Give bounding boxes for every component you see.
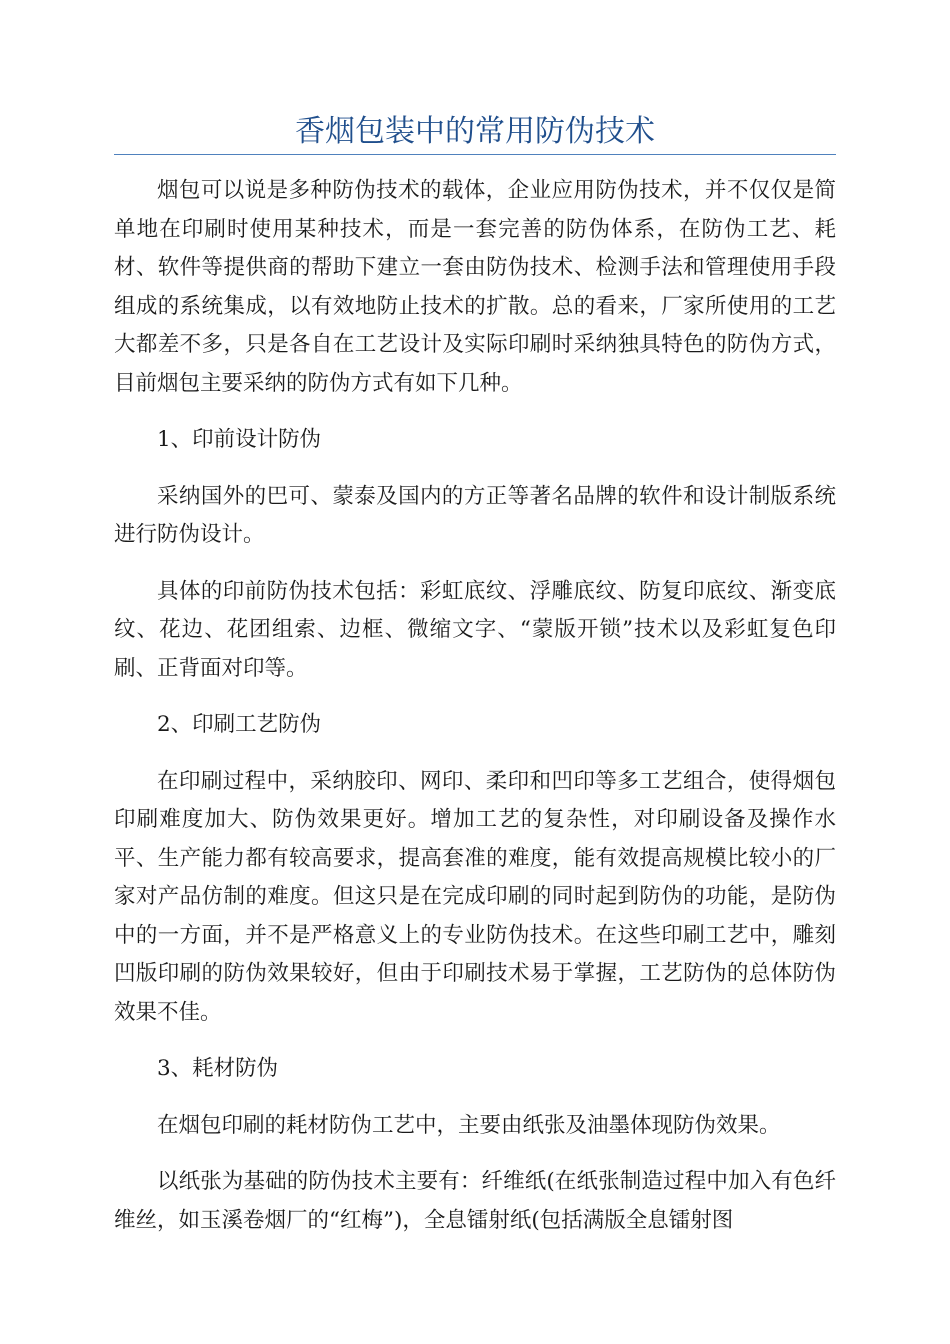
section-heading-printing: 2、印刷工艺防伪 [157, 712, 322, 737]
paragraph-prepress-techniques: 具体的印前防伪技术包括：彩虹底纹、浮雕底纹、防复印底纹、渐变底纹、花边、花团组索、边框、微缩文字、“蒙版开锁”技术以及彩虹复色印刷、正背面对印等。 [114, 578, 836, 681]
paragraph-prepress-software: 采纳国外的巴可、蒙泰及国内的方正等著名品牌的软件和设计制版系统进行防伪设计。 [114, 483, 836, 547]
intro-paragraph: 烟包可以说是多种防伪技术的载体，企业应用防伪技术，并不仅仅是简单地在印刷时使用某种技术，而是一套完善的防伪体系，在防伪工艺、耗材、软件等提供商的帮助下建立一套由防伪技术、检测手法和管理使用手段组成的系统集成，以有效地防止技术的扩散。总的看来，厂家所使用的工艺大都差不多，只是各自在工艺设计及实际印刷时采纳独具特色的防伪方式，目前烟包主要采纳的防伪方式有如下几种。 [114, 178, 836, 396]
paragraph-materials-intro: 在烟包印刷的耗材防伪工艺中，主要由纸张及油墨体现防伪效果。 [157, 1112, 781, 1138]
document-title: 香烟包装中的常用防伪技术 [295, 114, 655, 149]
title-underline [114, 154, 836, 155]
paragraph-printing-process: 在印刷过程中，采纳胶印、网印、柔印和凹印等多工艺组合，使得烟包印刷难度加大、防伪效果更好。增加工艺的复杂性，对印刷设备及操作水平、生产能力都有较高要求，提高套准的难度，能有效提高规模比较小的厂家对产品仿制的难度。但这只是在完成印刷的同时起到防伪的功能，是防伪中的一方面，并不是严格意义上的专业防伪技术。在这些印刷工艺中，雕刻凹版印刷的防伪效果较好，但由于印刷技术易于掌握，工艺防伪的总体防伪效果不佳。 [114, 768, 836, 1025]
document-body [114, 172, 836, 1258]
section-heading-materials: 3、耗材防伪 [157, 1056, 279, 1081]
paragraph-paper-techniques: 以纸张为基础的防伪技术主要有：纤维纸(在纸张制造过程中加入有色纤维丝，如玉溪卷烟厂的“红梅”)，全息镭射纸(包括满版全息镭射图 [114, 1169, 836, 1233]
section-heading-prepress: 1、印前设计防伪 [157, 427, 322, 452]
